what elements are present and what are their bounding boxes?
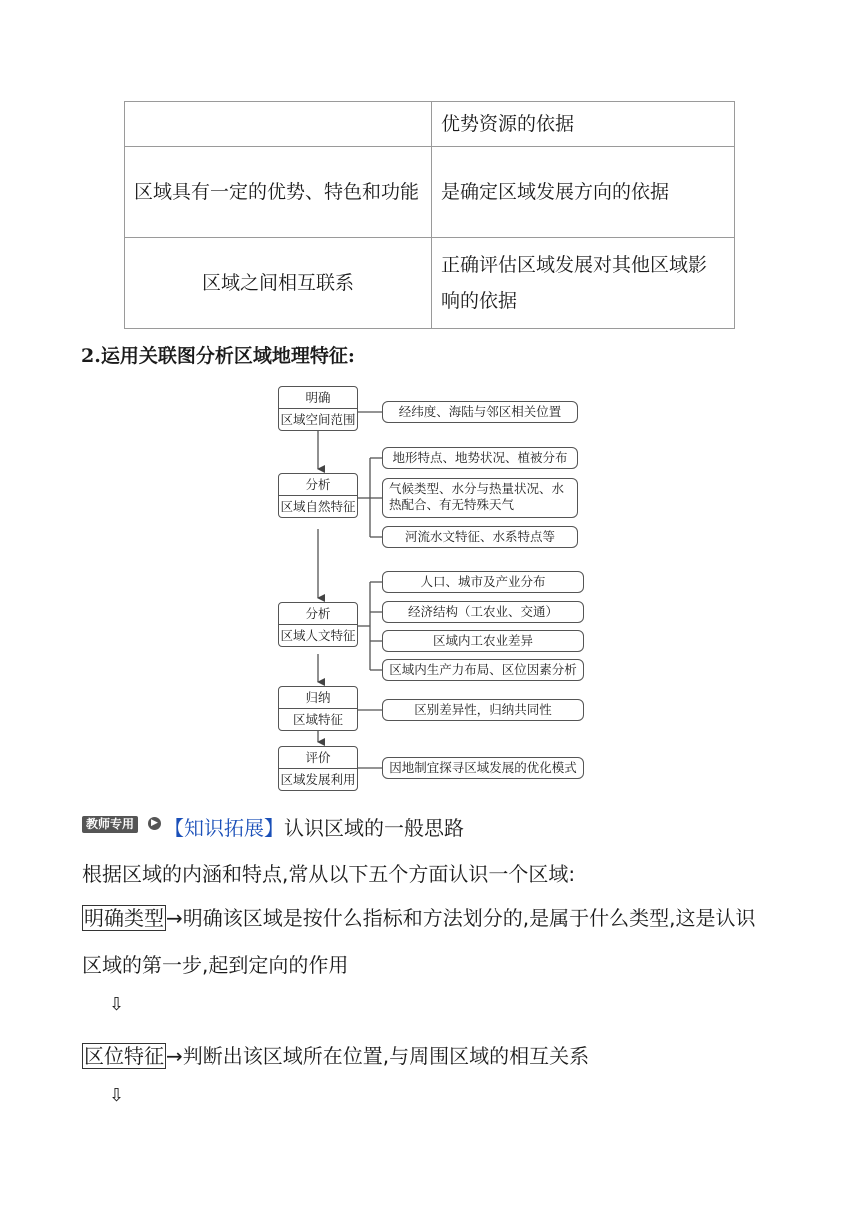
extension-title-text: 认识区域的一般思路 — [284, 816, 464, 840]
step-verb: 分析 — [279, 603, 357, 625]
intro-paragraph: 根据区域的内涵和特点,常从以下五个方面认识一个区域: — [82, 862, 576, 886]
table-cell: 是确定区域发展方向的依据 — [432, 147, 735, 238]
leaf-terrain: 地形特点、地势状况、植被分布 — [382, 447, 578, 469]
step-natural-features — [278, 473, 358, 518]
step-evaluate — [278, 746, 358, 791]
item1-text: →明确该区域是按什么指标和方法划分的,是属于什么类型,这是认识 — [166, 906, 756, 930]
table-cell: 区域具有一定的优势、特色和功能 — [125, 147, 432, 238]
item1-boxed-term: 明确类型 — [84, 906, 164, 930]
step-label: 区域人文特征 — [280, 628, 356, 643]
leaf-location: 经纬度、海陆与邻区相关位置 — [382, 401, 578, 423]
leaf-climate: 气候类型、水分与热量状况、水热配合、有无特殊天气 — [382, 478, 578, 518]
step-verb: 明确 — [279, 387, 357, 409]
leaf-rivers: 河流水文特征、水系特点等 — [382, 526, 578, 548]
step-label: 区域自然特征 — [280, 499, 356, 514]
comparison-table — [124, 101, 735, 329]
item1-line-continued: 区域的第一步,起到定向的作用 — [82, 953, 349, 977]
table-row — [125, 147, 735, 238]
step-label: 区域特征 — [292, 712, 343, 727]
table-cell: 区域之间相互联系 — [125, 238, 432, 329]
step-human-features — [278, 602, 358, 647]
table-cell: 正确评估区域发展对其他区域影响的依据 — [432, 238, 735, 329]
leaf-difference: 区域内工农业差异 — [382, 630, 584, 652]
step-verb: 归纳 — [279, 687, 357, 709]
step-define-scope — [278, 386, 358, 431]
table-cell — [125, 102, 432, 147]
down-arrow-icon: ⇩ — [109, 994, 125, 1015]
leaf-optimize: 因地制宜探寻区域发展的优化模式 — [382, 757, 584, 779]
extension-title — [164, 812, 464, 841]
item2-line — [82, 1040, 589, 1069]
extension-bracket-label: 【知识拓展】 — [164, 816, 284, 840]
item2-boxed-term: 区位特征 — [84, 1044, 164, 1068]
teacher-only-badge: 教师专用 — [82, 816, 138, 833]
item2-text: →判断出该区域所在位置,与周围区域的相互关系 — [166, 1044, 590, 1068]
leaf-productivity: 区域内生产力布局、区位因素分析 — [382, 659, 584, 681]
item1-line — [82, 902, 755, 931]
step-summarize — [278, 686, 358, 731]
step-verb: 评价 — [279, 747, 357, 769]
step-verb: 分析 — [279, 474, 357, 496]
chevron-right-icon: ▶ — [148, 817, 161, 830]
leaf-economy: 经济结构（工农业、交通） — [382, 601, 584, 623]
table-cell: 优势资源的依据 — [432, 102, 735, 147]
section-heading: 2.运用关联图分析区域地理特征: — [81, 345, 355, 367]
leaf-population: 人口、城市及产业分布 — [382, 571, 584, 593]
relation-diagram — [270, 381, 600, 793]
down-arrow-icon: ⇩ — [109, 1085, 125, 1106]
leaf-summarize: 区别差异性，归纳共同性 — [382, 699, 584, 721]
table-row — [125, 102, 735, 147]
table-row — [125, 238, 735, 329]
step-label: 区域空间范围 — [280, 412, 356, 427]
step-label: 区域发展利用 — [280, 772, 356, 787]
